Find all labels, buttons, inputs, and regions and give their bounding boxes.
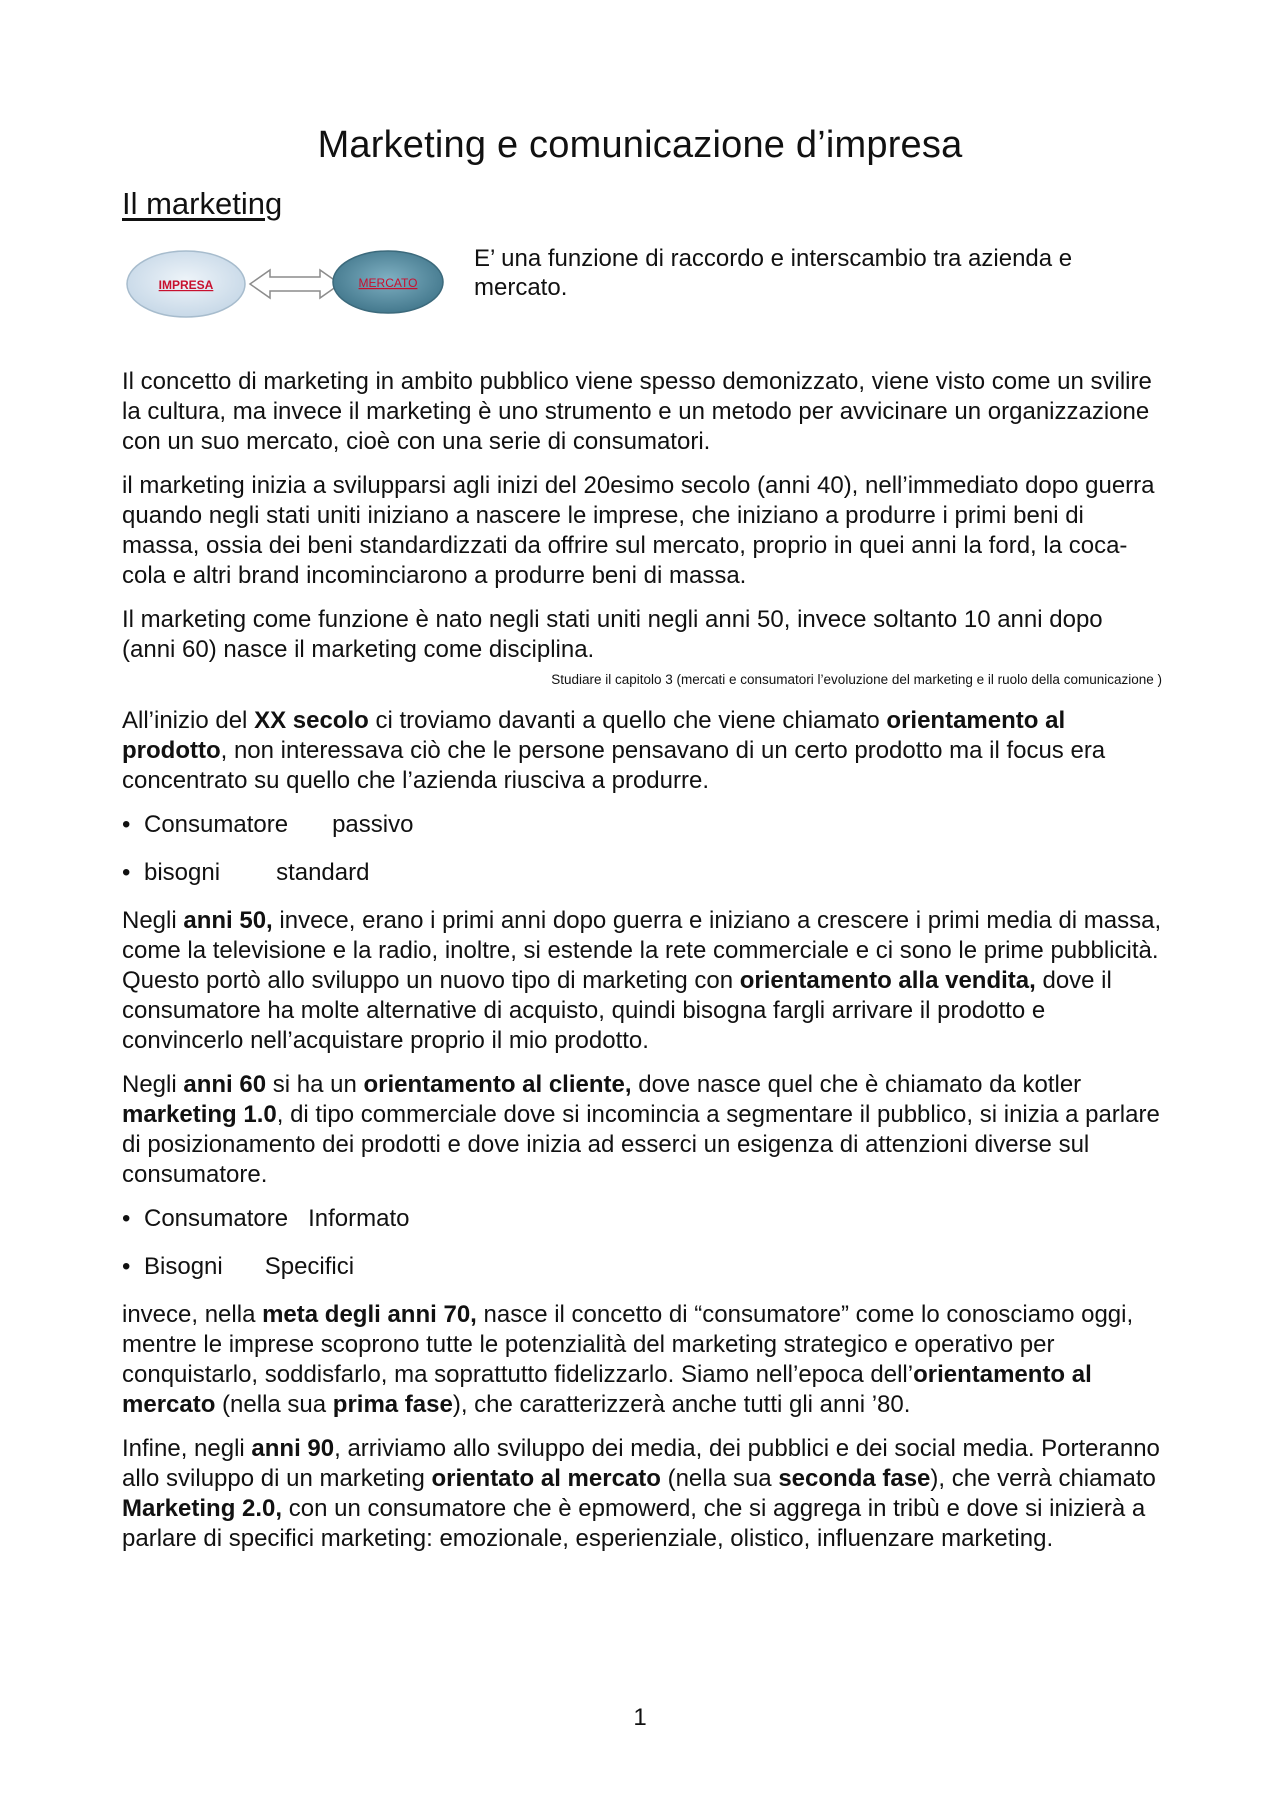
- page-title: Marketing e comunicazione d’impresa: [317, 124, 963, 166]
- bullet-icon: •: [122, 1253, 131, 1280]
- impresa-label: IMPRESA: [158, 278, 214, 292]
- paragraph-anni-90: Infine, negli anni 90, arriviamo allo sviluppo dei media, dei pubblici e dei social media. Porteranno allo sviluppo di un marketing orientato al mercato (nella sua seconda fase), che verrà chiamato Marketing 2.0, con un consumatore che è epmowerd, che si aggrega in tribù e dove si inizierà a parlare di specifici marketing: emozionale, esperienziale, olistico, influenzare marketing.: [122, 1435, 1160, 1552]
- marketing-definition: E’ una funzione di raccordo e interscambio tra azienda e mercato.: [474, 245, 1073, 301]
- bullet-icon: •: [122, 859, 131, 886]
- diagram-svg: [124, 240, 454, 322]
- paragraph-xx-secolo: All’inizio del XX secolo ci troviamo davanti a quello che viene chiamato orientamento al prodotto, non interessava ciò che le persone pensavano di un certo prodotto ma il focus era concentrato su quello che l’azienda riusciva a produrre.: [122, 707, 1106, 794]
- page-number: 1: [633, 1704, 647, 1731]
- impresa-mercato-diagram: [124, 240, 454, 322]
- paragraph-anni-60: Negli anni 60 si ha un orientamento al cliente, dove nasce quel che è chiamato da kotler marketing 1.0, di tipo commerciale dove si incomincia a segmentare il pubblico, si inizia a parlare di posizionamento dei prodotti e dove inizia ad esserci un esigenza di attenzioni diverse sul consumatore.: [122, 1071, 1160, 1188]
- double-arrow-icon: [250, 270, 340, 298]
- bullet-icon: •: [122, 811, 131, 838]
- section-heading: Il marketing: [122, 186, 283, 221]
- list-item: • Consumatore Informato: [122, 1205, 410, 1232]
- paragraph-anni-50: Negli anni 50, invece, erano i primi anni dopo guerra e iniziano a crescere i primi media di massa, come la televisione e la radio, inoltre, si estende la rete commerciale e ci sono le prime pubblicità. Questo portò allo sviluppo un nuovo tipo di marketing con orientamento alla vendita, dove il consumatore ha molte alternative di acquisto, quindi bisogna fargli arrivare il prodotto e convincerlo nell’acquistare proprio il mio prodotto.: [122, 907, 1162, 1054]
- mercato-label: MERCATO: [358, 276, 418, 290]
- list-item: • Consumatore passivo: [122, 811, 414, 838]
- document-body: [122, 367, 1162, 1568]
- list-item: • bisogni standard: [122, 859, 370, 886]
- paragraph: il marketing inizia a svilupparsi agli inizi del 20esimo secolo (anni 40), nell’immediato dopo guerra quando negli stati uniti iniziano a nascere le imprese, che iniziano a produrre i primi beni di massa, ossia dei beni standardizzati da offrire sul mercato, proprio in quei anni la ford, la coca-cola e altri brand incominciarono a produrre beni di massa.: [122, 472, 1155, 589]
- paragraph-anni-70: invece, nella meta degli anni 70, nasce il concetto di “consumatore” come lo conosciamo oggi, mentre le imprese scoprono tutte le potenzialità del marketing strategico e operativo per conquistarlo, soddisfarlo, ma soprattutto fidelizzarlo. Siamo nell’epoca dell’orientamento al mercato (nella sua prima fase), che caratterizzerà anche tutti gli anni ’80.: [122, 1301, 1134, 1418]
- paragraph: Il concetto di marketing in ambito pubblico viene spesso demonizzato, viene visto come un svilire la cultura, ma invece il marketing è uno strumento e un metodo per avvicinare un organizzazione con un suo mercato, cioè con una serie di consumatori.: [122, 368, 1152, 455]
- paragraph: Il marketing come funzione è nato negli stati uniti negli anni 50, invece soltanto 10 anni dopo (anni 60) nasce il marketing come disciplina.: [122, 606, 1103, 663]
- list-item: • Bisogni Specifici: [122, 1253, 355, 1280]
- bullet-icon: •: [122, 1205, 131, 1232]
- study-note: Studiare il capitolo 3 (mercati e consumatori l’evoluzione del marketing e il ruolo della comunicazione ): [551, 672, 1162, 687]
